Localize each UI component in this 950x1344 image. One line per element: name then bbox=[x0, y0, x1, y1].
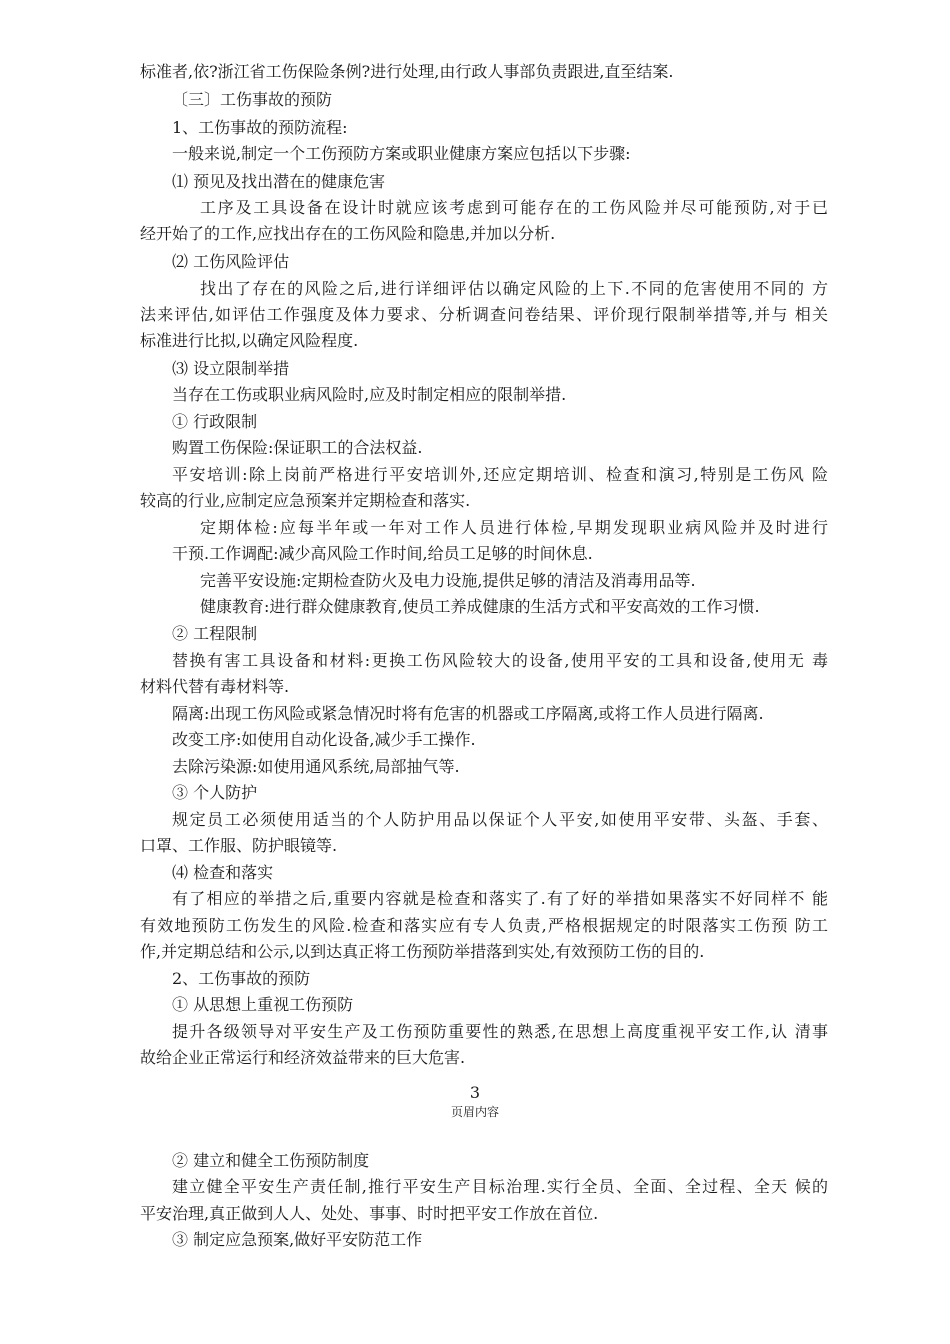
item-heading: ③ 个人防护 bbox=[172, 783, 258, 802]
text-line: 定期体检:应每半年或一年对工作人员进行体检,早期发现职业病风险并及时进行 bbox=[200, 518, 828, 537]
item-heading: ② 建立和健全工伤预防制度 bbox=[172, 1151, 370, 1170]
text-line: 作,并定期总结和公示,以到达真正将工伤预防举措落到实处,有效预防工伤的目的. bbox=[140, 942, 705, 961]
text-line: 改变工序:如使用自动化设备,减少手工操作. bbox=[172, 730, 476, 749]
subsection-heading: 2、工伤事故的预防 bbox=[172, 969, 311, 988]
text-line: 工序及工具设备在设计时就应该考虑到可能存在的工伤风险并尽可能预防,对于已 bbox=[200, 198, 828, 217]
text-line: 标准进行比拟,以确定风险程度. bbox=[140, 331, 359, 350]
text-line: 提升各级领导对平安生产及工伤预防重要性的熟悉,在思想上高度重视平安工作,认 清事 bbox=[172, 1022, 828, 1041]
text-line: 隔离:出现工伤风险或紧急情况时将有危害的机器或工序隔离,或将工作人员进行隔离. bbox=[172, 704, 764, 723]
text-line: 故给企业正常运行和经济效益带来的巨大危害. bbox=[140, 1048, 466, 1067]
text-line: 建立健全平安生产责任制,推行平安生产目标治理.实行全员、全面、全过程、全天 候的 bbox=[172, 1177, 828, 1196]
text-line: 一般来说,制定一个工伤预防方案或职业健康方案应包括以下步骤: bbox=[172, 144, 631, 163]
text-line: 购置工伤保险:保证职工的合法权益. bbox=[172, 438, 423, 457]
text-line: 平安培训:除上岗前严格进行平安培训外,还应定期培训、检查和演习,特别是工伤风 险 bbox=[172, 465, 828, 484]
text-line: 材料代替有毒材料等. bbox=[140, 677, 290, 696]
text-line: 健康教育:进行群众健康教育,使员工养成健康的生活方式和平安高效的工作习惯. bbox=[200, 597, 760, 616]
text-line: 规定员工必须使用适当的个人防护用品以保证个人平安,如使用平安带、头盔、手套、 bbox=[172, 810, 828, 829]
page-header: 页眉内容 bbox=[450, 1105, 499, 1119]
step-heading: ⑶ 设立限制举措 bbox=[172, 359, 290, 378]
text-line: 当存在工伤或职业病风险时,应及时制定相应的限制举措. bbox=[172, 385, 567, 404]
page-number: 3 bbox=[469, 1083, 481, 1102]
text-line: 平安治理,真正做到人人、处处、事事、时时把平安工作放在首位. bbox=[140, 1204, 599, 1223]
text-line: 完善平安设施:定期检查防火及电力设施,提供足够的清洁及消毒用品等. bbox=[200, 571, 696, 590]
text-line: 干预.工作调配:减少高风险工作时间,给员工足够的时间休息. bbox=[172, 544, 593, 563]
item-heading: ① 从思想上重视工伤预防 bbox=[172, 995, 354, 1014]
step-heading: ⑴ 预见及找出潜在的健康危害 bbox=[172, 172, 386, 191]
item-heading: ③ 制定应急预案,做好平安防范工作 bbox=[172, 1230, 423, 1249]
text-line: 标准者,依?浙江省工伤保险条例?进行处理,由行政人事部负责跟进,直至结案. bbox=[140, 62, 674, 81]
text-line: 找出了存在的风险之后,进行详细评估以确定风险的上下.不同的危害使用不同的 方 bbox=[200, 279, 828, 298]
section-heading: 〔三〕工伤事故的预防 bbox=[172, 90, 333, 109]
step-heading: ⑷ 检查和落实 bbox=[172, 863, 274, 882]
text-line: 有效地预防工伤发生的风险.检查和落实应有专人负责,严格根据规定的时限落实工伤预 防工 bbox=[140, 916, 828, 935]
step-heading: ⑵ 工伤风险评估 bbox=[172, 252, 290, 271]
text-line: 较高的行业,应制定应急预案并定期检查和落实. bbox=[140, 491, 471, 510]
text-line: 法来评估,如评估工作强度及体力要求、分析调查问卷结果、评价现行限制举措等,并与 相关 bbox=[140, 305, 828, 324]
subsection-heading: 1、工伤事故的预防流程: bbox=[172, 118, 348, 137]
text-line: 口罩、工作服、防护眼镜等. bbox=[140, 836, 338, 855]
text-line: 经开始了的工作,应找出存在的工伤风险和隐患,并加以分析. bbox=[140, 224, 556, 243]
text-line: 替换有害工具设备和材料:更换工伤风险较大的设备,使用平安的工具和设备,使用无 毒 bbox=[172, 651, 828, 670]
item-heading: ② 工程限制 bbox=[172, 624, 258, 643]
item-heading: ① 行政限制 bbox=[172, 412, 258, 431]
text-line: 去除污染源:如使用通风系统,局部抽气等. bbox=[172, 757, 460, 776]
text-line: 有了相应的举措之后,重要内容就是检查和落实了.有了好的举措如果落实不好同样不 能 bbox=[172, 889, 828, 908]
